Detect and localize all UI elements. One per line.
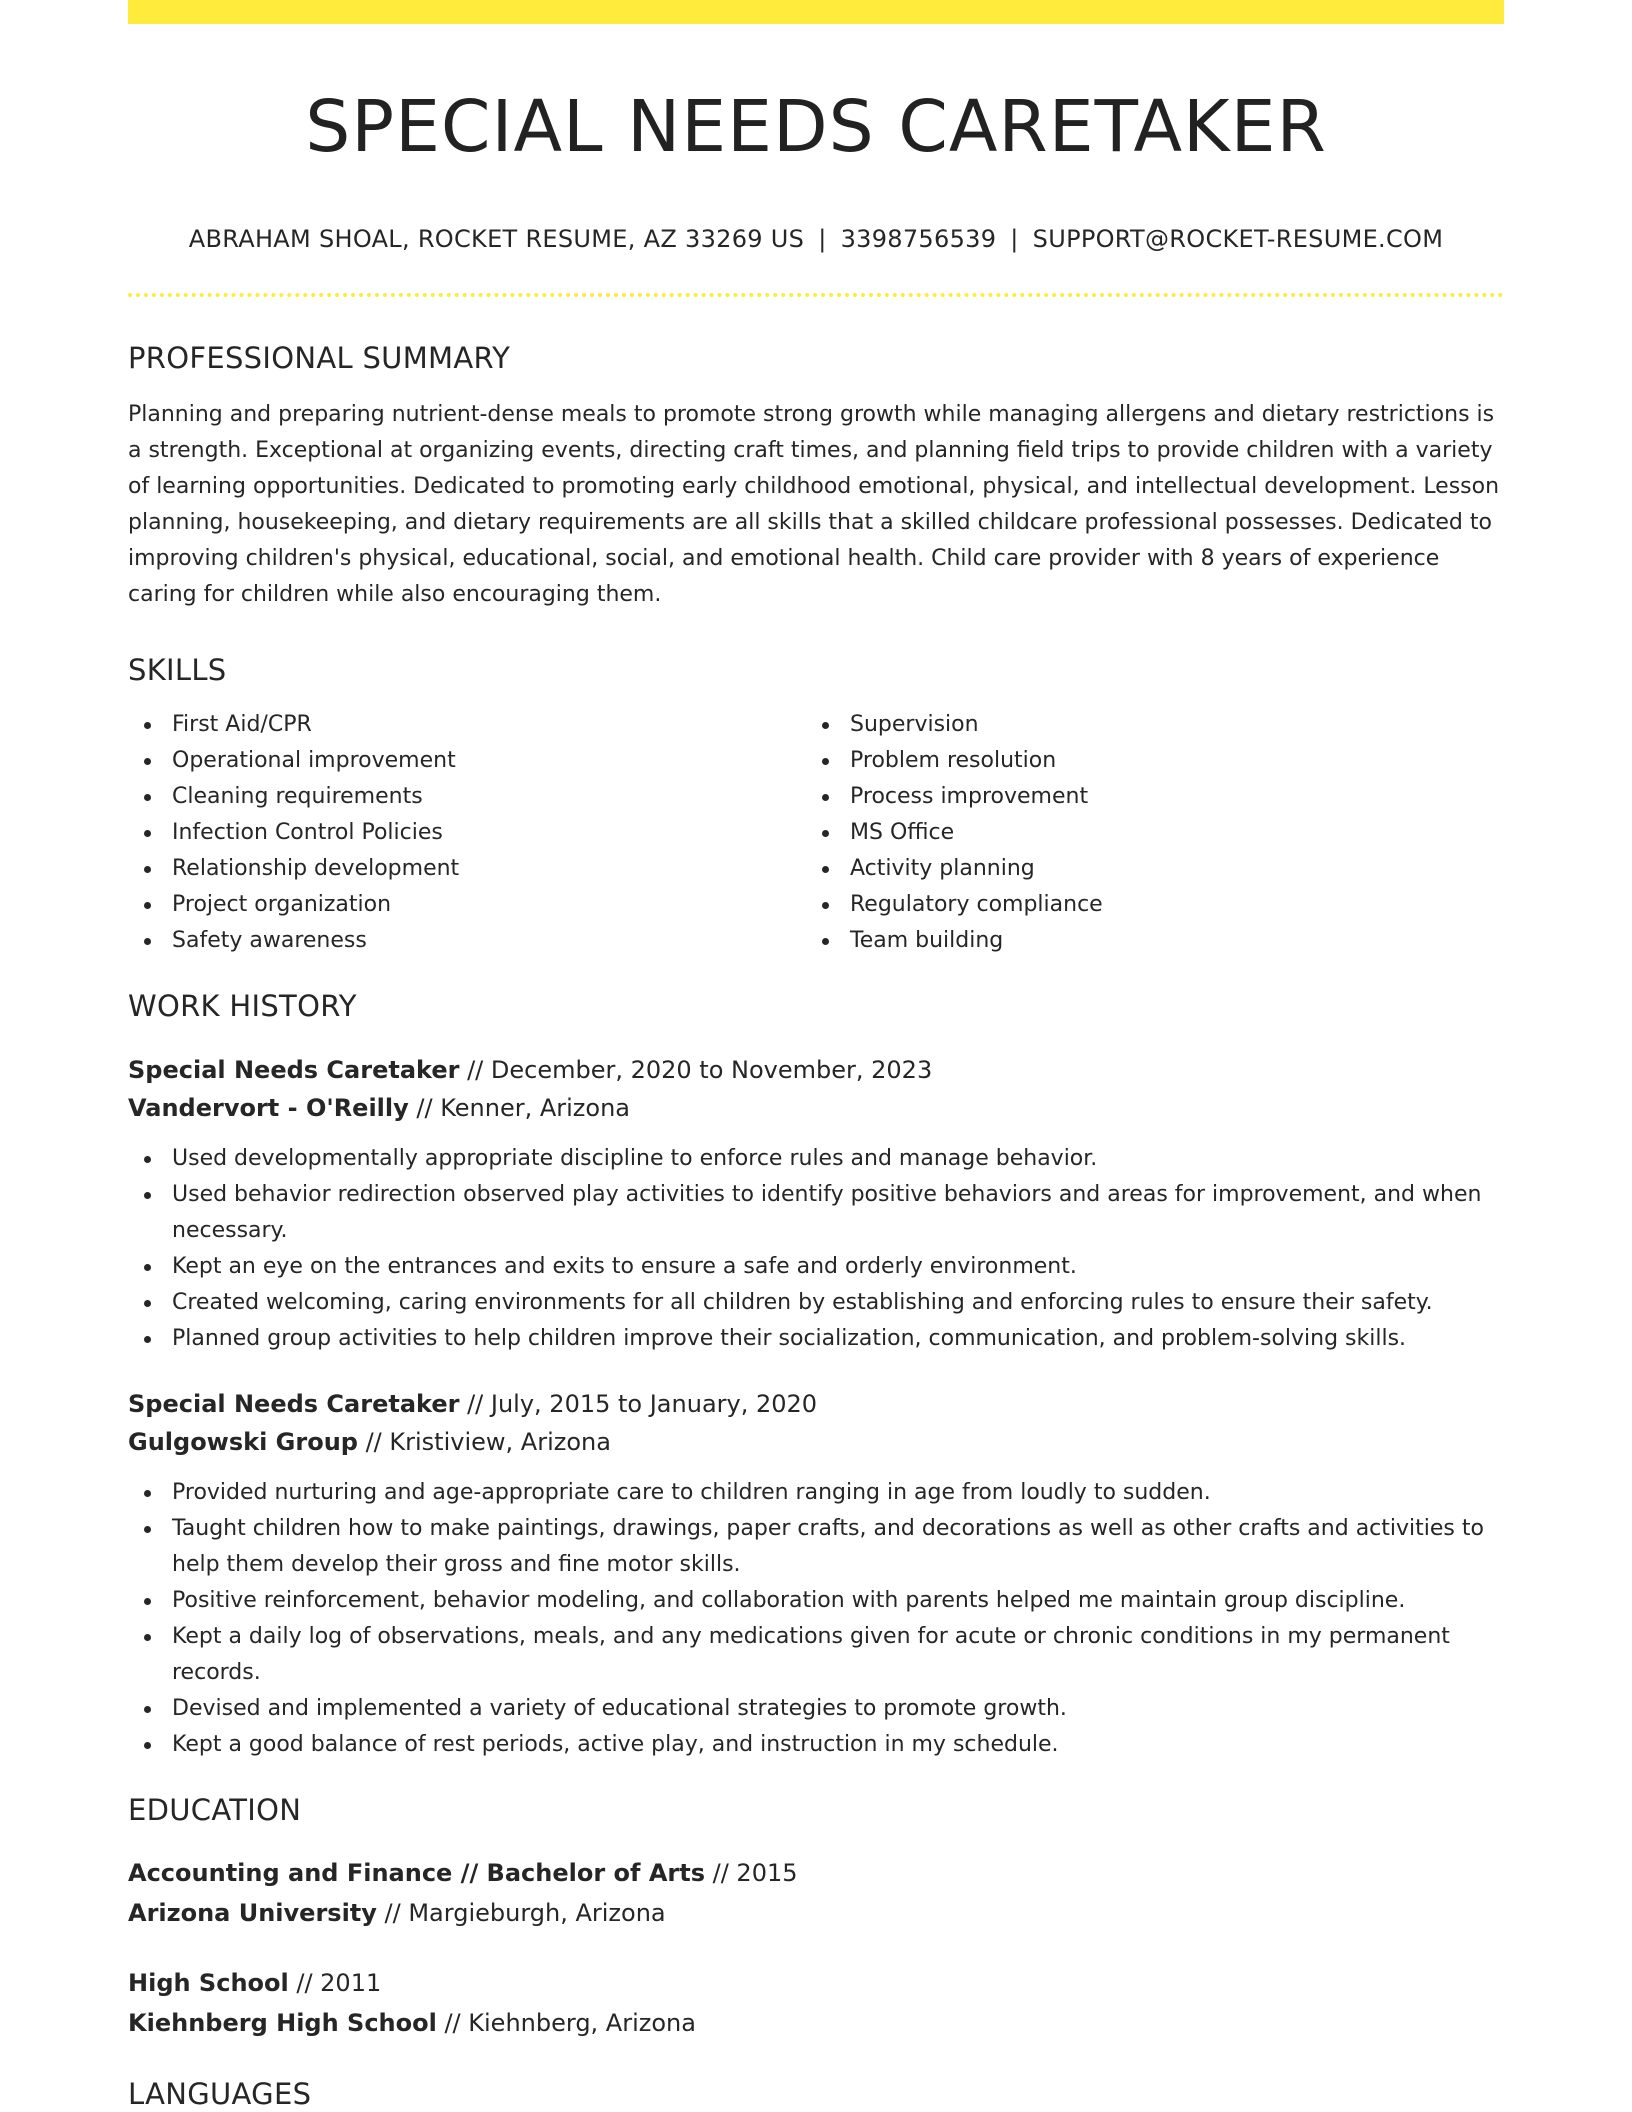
education-degree-line [128, 1853, 1504, 1893]
education-school-line [128, 1893, 1504, 1933]
job-title-line [128, 1051, 1504, 1089]
dotted-divider [128, 293, 1504, 297]
skill-item: Activity planning [806, 851, 1484, 887]
skill-item: First Aid/CPR [128, 707, 806, 743]
job-duty-item: Planned group activities to help children improve their socialization, communication, and problem-solving skills. [128, 1321, 1504, 1357]
job-title: Special Needs Caretaker [128, 1056, 460, 1085]
contact-separator: | [1010, 225, 1019, 254]
job-duties [128, 1475, 1504, 1763]
education-year: // 2015 [705, 1859, 798, 1888]
resume-title: SPECIAL NEEDS CARETAKER [305, 85, 1327, 168]
skill-item: Safety awareness [128, 923, 806, 959]
job-duty-item: Devised and implemented a variety of educational strategies to promote growth. [128, 1691, 1504, 1727]
contact-separator: | [818, 225, 827, 254]
job-location: // Kenner, Arizona [408, 1094, 630, 1123]
skill-item: Relationship development [128, 851, 806, 887]
education-degree: High School [128, 1969, 289, 1998]
job-company: Gulgowski Group [128, 1428, 358, 1457]
job-entry [128, 1051, 1504, 1357]
job-duty-item: Taught children how to make paintings, drawings, paper crafts, and decorations as well as other crafts and activities to help them develop their gross and fine motor skills. [128, 1511, 1504, 1583]
job-duty-item: Positive reinforcement, behavior modeling, and collaboration with parents helped me maintain group discipline. [128, 1583, 1504, 1619]
skill-item: Problem resolution [806, 743, 1484, 779]
job-duty-item: Created welcoming, caring environments for all children by establishing and enforcing rules to ensure their safety. [128, 1285, 1504, 1321]
education-location: // Margieburgh, Arizona [376, 1899, 666, 1928]
skills-list [128, 707, 1504, 959]
job-dates: // December, 2020 to November, 2023 [459, 1056, 933, 1085]
skill-item: Process improvement [806, 779, 1484, 815]
education-year: // 2011 [288, 1969, 382, 1998]
education-heading: EDUCATION [128, 1793, 302, 1828]
job-duties [128, 1141, 1504, 1357]
education-entry [128, 1853, 1504, 1933]
job-duty-item: Provided nurturing and age-appropriate care to children ranging in age from loudly to sudden. [128, 1475, 1504, 1511]
skills-column-left [128, 707, 806, 959]
job-entry [128, 1385, 1504, 1763]
education-school-line [128, 2003, 1504, 2043]
contact-address: ABRAHAM SHOAL, ROCKET RESUME, AZ 33269 US [188, 225, 805, 254]
languages-heading: LANGUAGES [128, 2077, 312, 2112]
skill-item: MS Office [806, 815, 1484, 851]
education-degree: Accounting and Finance // Bachelor of Arts [128, 1859, 705, 1888]
job-title: Special Needs Caretaker [128, 1390, 460, 1419]
education-school: Kiehnberg High School [128, 2009, 437, 2038]
contact-phone: 3398756539 [840, 225, 997, 254]
job-company: Vandervort - O'Reilly [128, 1094, 409, 1123]
skill-item: Operational improvement [128, 743, 806, 779]
contact-line [128, 225, 1504, 253]
job-duty-item: Used developmentally appropriate discipline to enforce rules and manage behavior. [128, 1141, 1504, 1177]
contact-email: SUPPORT@ROCKET-RESUME.COM [1032, 225, 1444, 254]
job-location: // Kristiview, Arizona [357, 1428, 611, 1457]
skills-column-right [806, 707, 1484, 959]
resume-page [128, 0, 1504, 2111]
education-school: Arizona University [128, 1899, 377, 1928]
skill-item: Project organization [128, 887, 806, 923]
education-location: // Kiehnberg, Arizona [436, 2009, 696, 2038]
job-duty-item: Used behavior redirection observed play activities to identify positive behaviors and areas for improvement, and when necessary. [128, 1177, 1504, 1249]
job-company-line [128, 1423, 1504, 1461]
job-dates: // July, 2015 to January, 2020 [459, 1390, 818, 1419]
accent-top-bar [128, 0, 1504, 24]
education-degree-line [128, 1963, 1504, 2003]
skill-item: Team building [806, 923, 1484, 959]
skill-item: Infection Control Policies [128, 815, 806, 851]
education-entry [128, 1963, 1504, 2043]
skill-item: Regulatory compliance [806, 887, 1484, 923]
skill-item: Supervision [806, 707, 1484, 743]
work-history-heading: WORK HISTORY [128, 989, 357, 1024]
skills-heading: SKILLS [128, 653, 227, 688]
summary-text: Planning and preparing nutrient-dense meals to promote strong growth while managing allergens and dietary restrictions is a strength. Exceptional at organizing events, directing craft times, and planning field trips to provide children with a variety of learning opportunities. Dedicated to promoting early childhood emotional, physical, and intellectual development. Lesson planning, housekeeping, and dietary requirements are all skills that a skilled childcare professional possesses. Dedicated to improving children's physical, educational, social, and emotional health. Child care provider with 8 years of experience caring for children while also encouraging them. [128, 402, 1500, 608]
job-duty-item: Kept a daily log of observations, meals, and any medications given for acute or chronic conditions in my permanent records. [128, 1619, 1504, 1691]
skill-item: Cleaning requirements [128, 779, 806, 815]
job-title-line [128, 1385, 1504, 1423]
job-duty-item: Kept an eye on the entrances and exits to ensure a safe and orderly environment. [128, 1249, 1504, 1285]
summary-heading: PROFESSIONAL SUMMARY [128, 341, 511, 376]
job-company-line [128, 1089, 1504, 1127]
job-duty-item: Kept a good balance of rest periods, active play, and instruction in my schedule. [128, 1727, 1504, 1763]
